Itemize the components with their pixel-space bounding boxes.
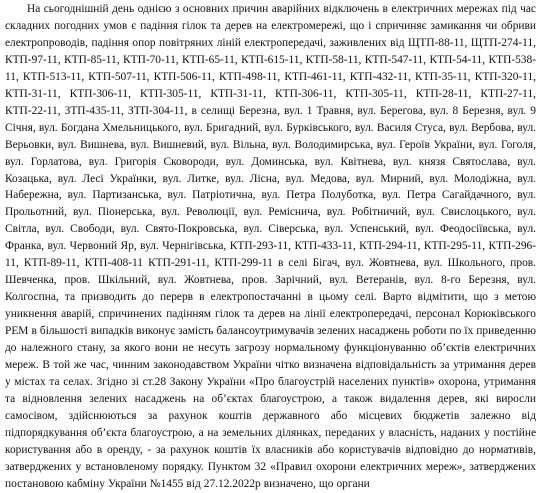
body-paragraph: На сьогоднішній день однією з основних причин аварійних відключень в електричних мережах під час складних погодних умов є падіння гілок та дерев на електромережі, що і спричиняє замикання чи обриви електропроводів, падіння опор повітряних ліній електропередачі, заживлених від ЩТП-88-11, ЩТП-274-11, КТП-97-11, КТП-85-11, КТП-70-11, КТП-65-11, КТП-615-11, КТП-58-11, КТП-547-11, КТП-54-11, КТП-538-11, КТП-513-11, КТП-507-11, КТП-506-11, КТП-498-11, КТП-461-11, КТП-432-11, КТП-35-11, КТП-320-11, КТП-31-11, КТП-306-11, КТП-305-11, КТП-31-11, КТП-306-11, КТП-305-11, КТП-28-11, КТП-27-11, КТП-22-11, ЗТП-435-11, ЗТП-304-11, в селищі Березна, вул. 1 Травня, вул. Берегова, вул. 8 Березня, вул. 9 Січня, вул. Богдана Хмельницького, вул. Бригадний, вул. Бурківського, вул. Василя Стуса, вул. Вербова, вул. Верьовки, вул. Вишнева, вул. Вишневий, вул. Вільна, вул. Володимирська, вул. Героїв України, вул. Гоголя, вул. Горлатова, вул. Григорія Сковороди, вул. Доминська, вул. Квітнева, вул. князя Святослава, вул. Козацька, вул. Лесі Українки, вул. Литке, вул. Лісна, вул. Медова, вул. Мирний, вул. Молодіжна, вул. Набережна, вул. Партизанська, вул. Патріотична, вул. Петра Полуботка, вул. Петра Сагайдачного, вул. Прольотний, вул. Піонерська, вул. Революції, вул. Ремісничa, вул. Робітничий, вул. Свислоцького, вул. Світла, вул. Свободи, вул. Свято-Покровська, вул. Сіверська, вул. Успенський, вул. Феодосіївська, вул. Франка, вул. Червоний Яр, вул. Чернігівська, КТП-293-11, КТП-433-11, КТП-294-11, КТП-295-11, КТП-296-11, КТП-89-11, КТП-408-11 КТП-291-11, КТП-299-11 в селі Бігач, вул. Жовтнева, вул. Школьного, пров. Шевченка, пров. Шкільний, вул. Жовтнева, пров. Зарічний, вул. Ветеранів, вул. 8-го Березня, вул. Колгоспна, та призводить до перерв в електропостачанні в цьому селі. Варто відмітити, що з метою уникнення аварій, спричинених падінням гілок та дерев на лінії електропередачі, персонал Корюківського РЕМ в більшості випадків виконує замість балансоутримувачів зелених насаджень роботи по їх приведенню до належного стану, за якого вони не несуть загрозу нормальному функціонуванню об’єктів електричних мереж. В той же час, чинним законодавством України чітко визначена відповідальність за утримання дерев у містах та селах. Згідно зі ст.28 Закону України «Про благоустрій населених пунктів» охорона, утримання та відновлення зелених насаджень на об’єктах благоустрою, а також видалення дерев, які виросли самосівом, здійснюються за рахунок коштів державного або місцевих бюджетів залежно від підпорядкування об’єкта благоустрою, а на земельних ділянках, переданих у власність, наданих у постійне користування або в оренду, - за рахунок коштів їх власників або користувачів відповідно до нормативів, затверджених у встановленому порядку. Пунктом 32 «Правил охорони електричних мереж», затверджених постановою кабміну України №1455 від 27.12.2022р визначено, що органи	[5, 3, 536, 490]
